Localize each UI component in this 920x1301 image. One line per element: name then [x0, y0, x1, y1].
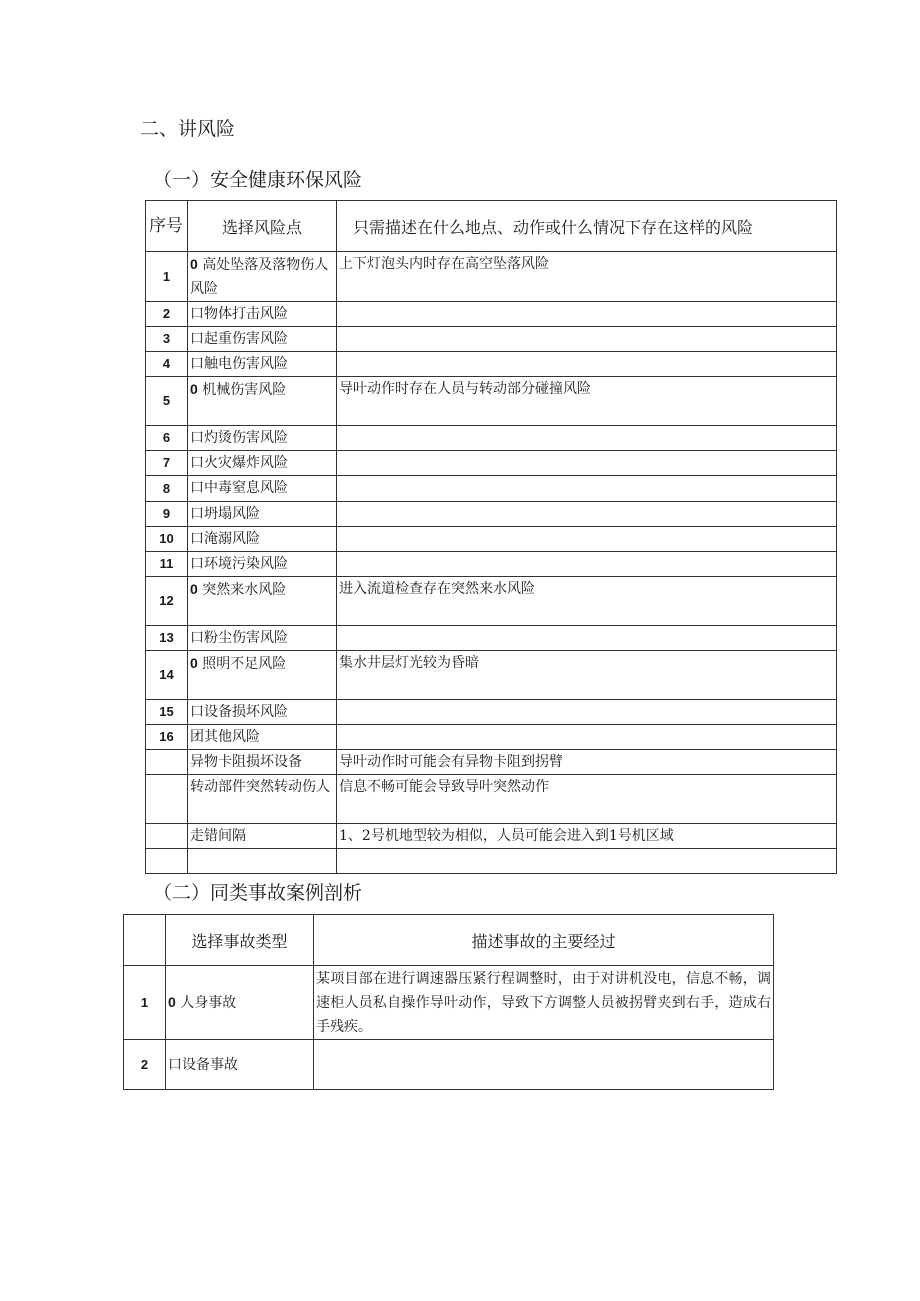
- risk-row: [146, 377, 837, 426]
- risk-point-label: 口淹溺风险: [190, 531, 260, 547]
- risk-point-label: 口灼烫伤害风险: [190, 430, 288, 446]
- case-index: 2: [124, 1040, 166, 1090]
- risk-index: 2: [146, 302, 188, 327]
- header-case-type: 选择事故类型: [166, 915, 314, 966]
- risk-description: 1、2号机地型较为相似，人员可能会进入到1号机区域: [337, 824, 837, 849]
- risk-point: [188, 725, 337, 750]
- risk-index: 15: [146, 700, 188, 725]
- risk-point-label: 口火灾爆炸风险: [190, 455, 288, 471]
- case-type-label: 人身事故: [180, 995, 237, 1011]
- risk-row: [146, 651, 837, 700]
- case-type-label: 口设备事故: [168, 1056, 238, 1073]
- risk-point-label: 转动部件突然转动伤人: [190, 779, 330, 795]
- subsection-title-risks: （一）安全健康环保风险: [153, 169, 363, 191]
- risk-point-label: 口物体打击风险: [190, 306, 288, 322]
- case-description: 某项目部在进行调速器压紧行程调整时，由于对讲机没电，信息不畅，调速柜人员私自操作导叶动作，导致下方调整人员被拐臂夹到右手，造成右手残疾。: [314, 966, 774, 1040]
- risk-point-label: 口起重伤害风险: [190, 331, 288, 347]
- risk-description: 信息不畅可能会导致导叶突然动作: [337, 775, 837, 824]
- risk-index: 5: [146, 377, 188, 426]
- risk-row: [146, 502, 837, 527]
- risk-row: [146, 552, 837, 577]
- risk-description: [337, 725, 837, 750]
- risk-index: 3: [146, 327, 188, 352]
- risk-point: [188, 824, 337, 849]
- risk-index: 11: [146, 552, 188, 577]
- selected-mark: 0: [168, 994, 176, 1010]
- risk-index: 14: [146, 651, 188, 700]
- risk-row: [146, 327, 837, 352]
- risk-index: 10: [146, 527, 188, 552]
- risk-point: [188, 327, 337, 352]
- risk-point: [188, 626, 337, 651]
- risk-description: [337, 327, 837, 352]
- risk-index: [146, 824, 188, 849]
- case-row: [124, 1040, 774, 1090]
- risk-point-label: 口设备损坏风险: [190, 704, 288, 720]
- risk-description: [337, 527, 837, 552]
- risk-point: [188, 252, 337, 302]
- risk-description: 进入流道检查存在突然来水风险: [337, 577, 837, 626]
- risk-row: [146, 700, 837, 725]
- risk-index: 12: [146, 577, 188, 626]
- risk-description: [337, 700, 837, 725]
- header-case-description: 描述事故的主要经过: [314, 915, 774, 966]
- risk-point-label: 机械伤害风险: [202, 382, 287, 398]
- risk-description: [337, 502, 837, 527]
- risk-index: 9: [146, 502, 188, 527]
- selected-mark: 0: [190, 581, 198, 597]
- risk-point-label: 口坍塌风险: [190, 506, 260, 522]
- selected-mark: 0: [190, 655, 198, 671]
- risk-row: [146, 476, 837, 502]
- risk-point-label: 走错间隔: [190, 828, 246, 844]
- risk-point-label: 异物卡阻损坏设备: [190, 754, 302, 770]
- risk-point: [188, 377, 337, 426]
- risk-point-label: 口触电伤害风险: [190, 356, 288, 372]
- case-index: 1: [124, 966, 166, 1040]
- risk-description: [337, 626, 837, 651]
- header-risk-description: 只需描述在什么地点、动作或什么情况下存在这样的风险: [337, 201, 837, 252]
- risk-point: [188, 527, 337, 552]
- risk-point: [188, 426, 337, 451]
- risk-row: [146, 775, 837, 824]
- case-type: [166, 966, 314, 1040]
- risk-row: [146, 451, 837, 476]
- header-index: 序号: [146, 201, 188, 252]
- case-table-header: [124, 915, 774, 966]
- risk-point-label: 团其他风险: [190, 729, 260, 745]
- risk-point: [188, 651, 337, 700]
- risk-description: [337, 552, 837, 577]
- subsection-title-cases: （二）同类事故案例剖析: [153, 882, 363, 904]
- case-description: [314, 1040, 774, 1090]
- risk-description: [337, 849, 837, 874]
- risk-row: [146, 577, 837, 626]
- risk-row: [146, 252, 837, 302]
- risk-row: [146, 352, 837, 377]
- risk-point: [188, 451, 337, 476]
- risk-point: [188, 302, 337, 327]
- risk-row: [146, 725, 837, 750]
- risk-row: [146, 626, 837, 651]
- header-risk-point: 选择风险点: [188, 201, 337, 252]
- risk-description: 上下灯泡头内时存在高空坠落风险: [337, 252, 837, 302]
- risk-description: 导叶动作时存在人员与转动部分碰撞风险: [337, 377, 837, 426]
- risk-description: [337, 426, 837, 451]
- risk-description: 集水井层灯光较为昏暗: [337, 651, 837, 700]
- selected-mark: 0: [190, 381, 198, 397]
- risk-description: [337, 451, 837, 476]
- risk-index: 4: [146, 352, 188, 377]
- risk-point-label: 口中毒窒息风险: [190, 480, 288, 496]
- risk-row: [146, 302, 837, 327]
- risk-point: [188, 700, 337, 725]
- risk-description: [337, 476, 837, 502]
- case-row: [124, 966, 774, 1040]
- risk-index: 6: [146, 426, 188, 451]
- risk-row: [146, 527, 837, 552]
- risk-description: 导叶动作时可能会有异物卡阻到拐臂: [337, 750, 837, 775]
- risk-index: [146, 775, 188, 824]
- risk-row: [146, 824, 837, 849]
- risk-point-label: 口环境污染风险: [190, 556, 288, 572]
- risk-description: [337, 302, 837, 327]
- risk-point: [188, 502, 337, 527]
- risk-point: [188, 476, 337, 502]
- case-type: [166, 1040, 314, 1090]
- risk-index: [146, 750, 188, 775]
- header-case-index: [124, 915, 166, 966]
- selected-mark: 0: [190, 256, 198, 272]
- risk-index: 1: [146, 252, 188, 302]
- risk-point: [188, 577, 337, 626]
- risk-point: [188, 552, 337, 577]
- risk-point-label: 口粉尘伤害风险: [190, 630, 288, 646]
- risk-point-label: 高处坠落及落物伤人风险: [190, 257, 329, 297]
- risk-index: [146, 849, 188, 874]
- risk-row: [146, 426, 837, 451]
- risk-point-label: 突然来水风险: [202, 582, 287, 598]
- risk-table-header: [146, 201, 837, 252]
- risk-point: [188, 775, 337, 824]
- risk-description: [337, 352, 837, 377]
- risk-table: [145, 200, 837, 874]
- section-title: 二、讲风险: [140, 118, 236, 140]
- risk-point: [188, 750, 337, 775]
- risk-point-label: 照明不足风险: [202, 656, 287, 672]
- case-table: [123, 914, 774, 1090]
- risk-index: 13: [146, 626, 188, 651]
- risk-point: [188, 849, 337, 874]
- risk-point: [188, 352, 337, 377]
- risk-index: 16: [146, 725, 188, 750]
- risk-index: 7: [146, 451, 188, 476]
- risk-row: [146, 750, 837, 775]
- risk-index: 8: [146, 476, 188, 502]
- risk-row: [146, 849, 837, 874]
